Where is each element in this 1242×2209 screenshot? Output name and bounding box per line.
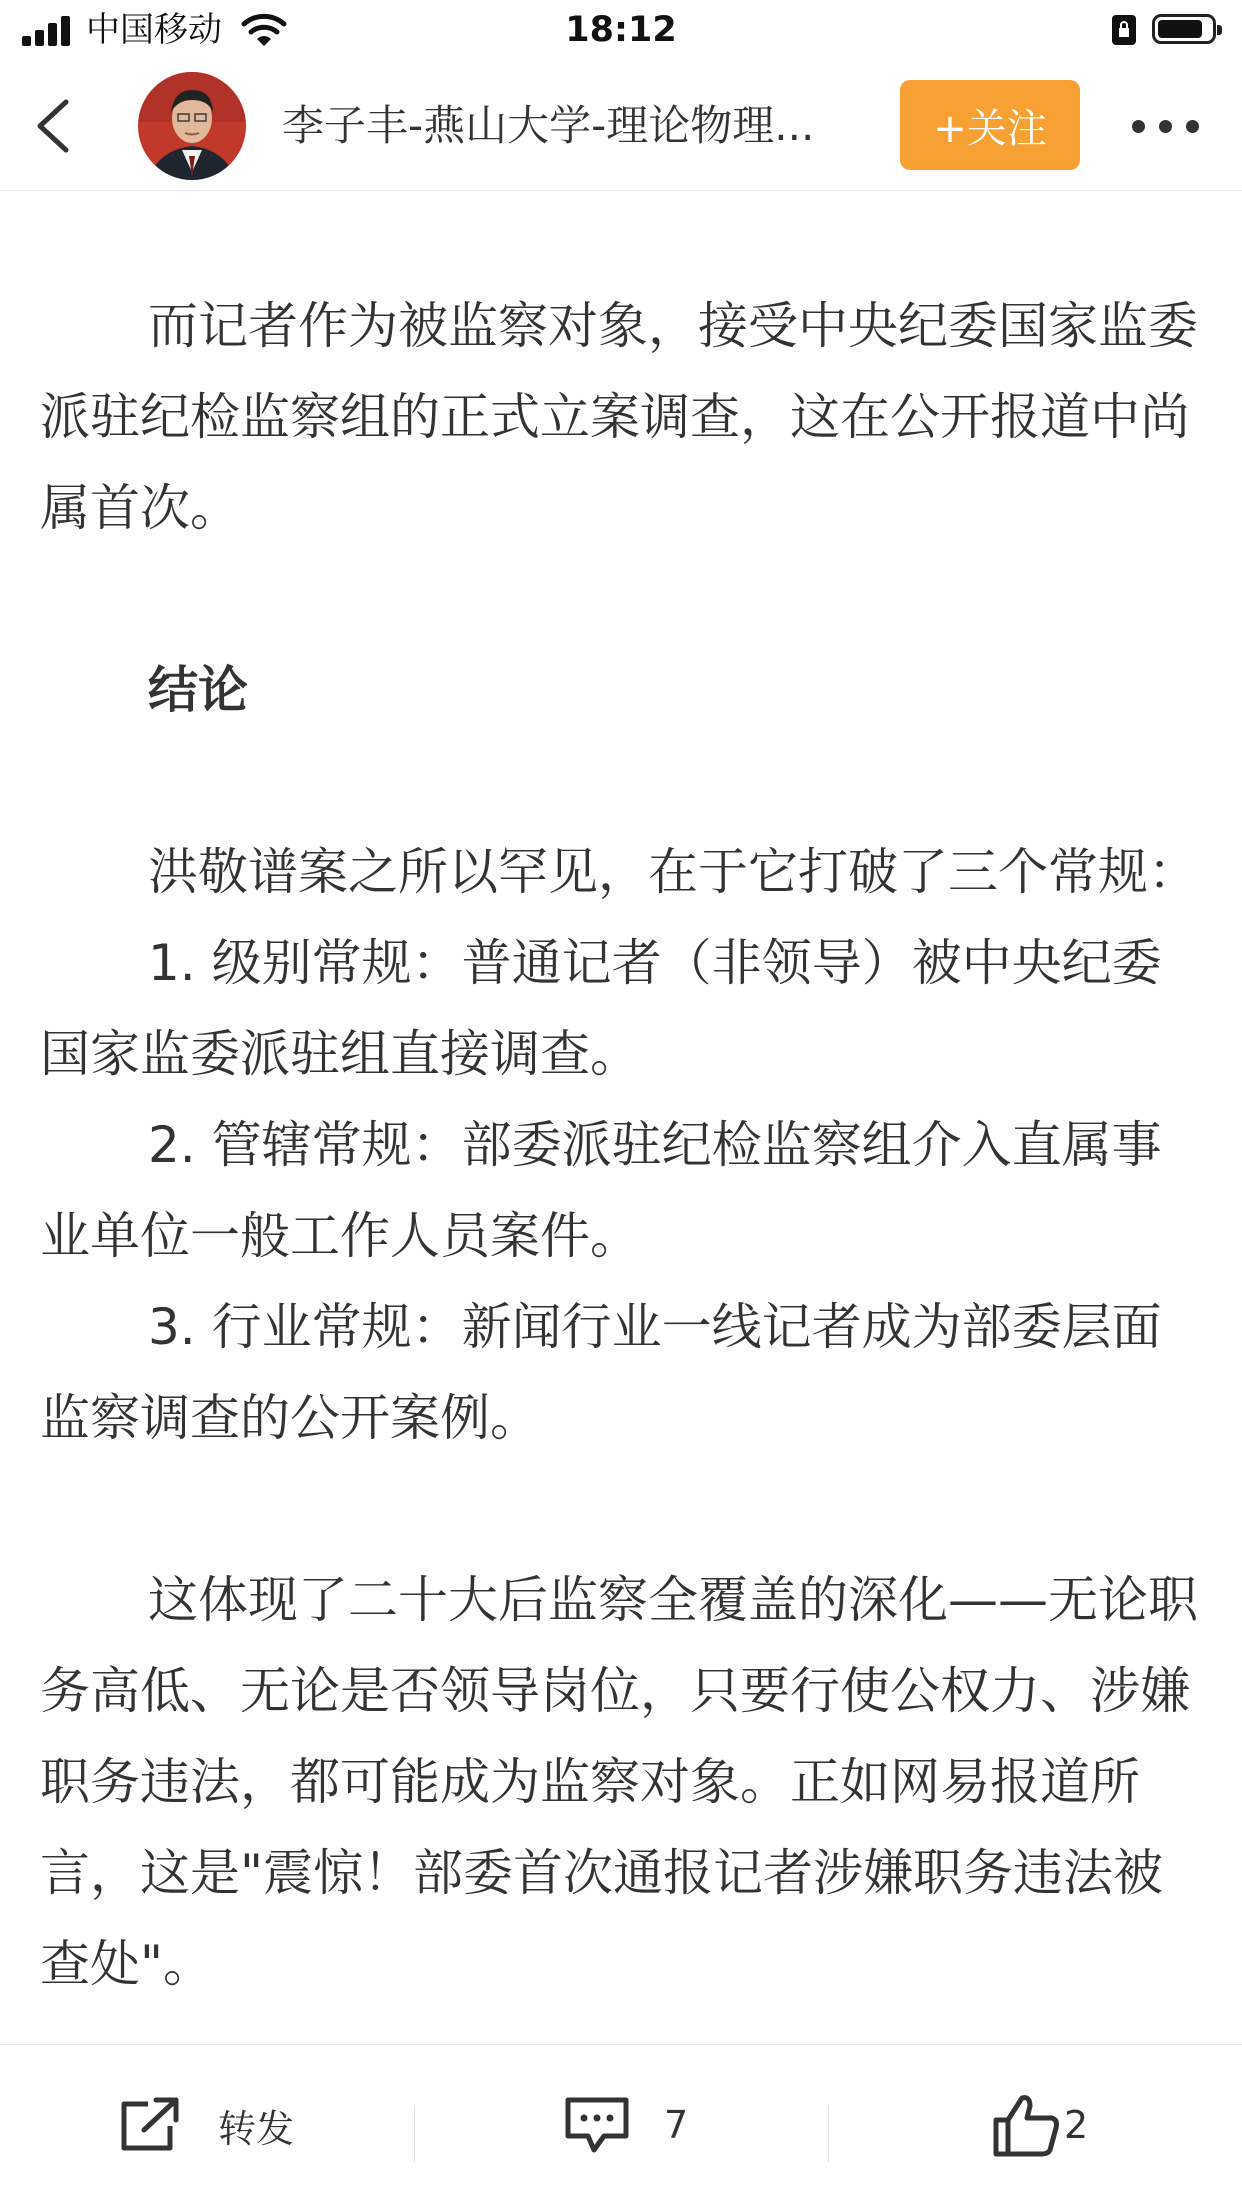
- rotation-lock-icon: [1112, 15, 1136, 45]
- comment-icon: [562, 2094, 632, 2156]
- comment-count: 7: [664, 2103, 689, 2147]
- list-item: 3. 行业常规：新闻行业一线记者成为部委层面监察调查的公开案例。: [40, 1298, 1162, 1447]
- share-icon: [118, 2096, 184, 2154]
- carrier-name: 中国移动: [86, 10, 222, 50]
- more-icon[interactable]: [1132, 114, 1202, 138]
- comment-button[interactable]: [562, 2085, 688, 2165]
- list-item: 1. 级别常规：普通记者（非领导）被中央纪委国家监委派驻组直接调查。: [40, 934, 1162, 1083]
- repost-button[interactable]: [118, 2085, 294, 2165]
- page-title[interactable]: 李子丰-燕山大学-理论物理...: [282, 101, 815, 150]
- like-button[interactable]: [992, 2085, 1088, 2165]
- paragraph: 洪敬谱案之所以罕见，在于它打破了三个常规：: [148, 843, 1198, 901]
- paragraph: 这体现了二十大后监察全覆盖的深化——无论职务高低、无论是否领导岗位，只要行使公权力、涉嫌职务违法，都可能成为监察对象。正如网易报道所言，这是"震惊！部委首次通报记者涉嫌职务违法被查处"。: [40, 1571, 1198, 1993]
- paragraph: 而记者作为被监察对象，接受中央纪委国家监委派驻纪检监察组的正式立案调查，这在公开报道中尚属首次。: [40, 297, 1198, 537]
- nav-header: [0, 62, 1242, 191]
- status-bar: [0, 0, 1242, 62]
- bottom-action-bar: [0, 2044, 1242, 2209]
- list-item: 2. 管辖常规：部委派驻纪检监察组介入直属事业单位一般工作人员案件。: [40, 1116, 1162, 1265]
- follow-button[interactable]: +关注: [900, 80, 1080, 170]
- back-arrow-icon[interactable]: [26, 96, 82, 156]
- thumbs-up-icon: [992, 2092, 1062, 2158]
- like-count: 2: [1064, 2103, 1089, 2147]
- section-heading: 结论: [148, 661, 248, 719]
- battery-icon: [1152, 14, 1216, 44]
- repost-label: 转发: [218, 2106, 295, 2151]
- divider: [828, 2105, 829, 2163]
- article-body: [40, 190, 1200, 2010]
- divider: [414, 2105, 415, 2163]
- avatar[interactable]: [138, 72, 246, 180]
- clock: 18:12: [565, 10, 677, 50]
